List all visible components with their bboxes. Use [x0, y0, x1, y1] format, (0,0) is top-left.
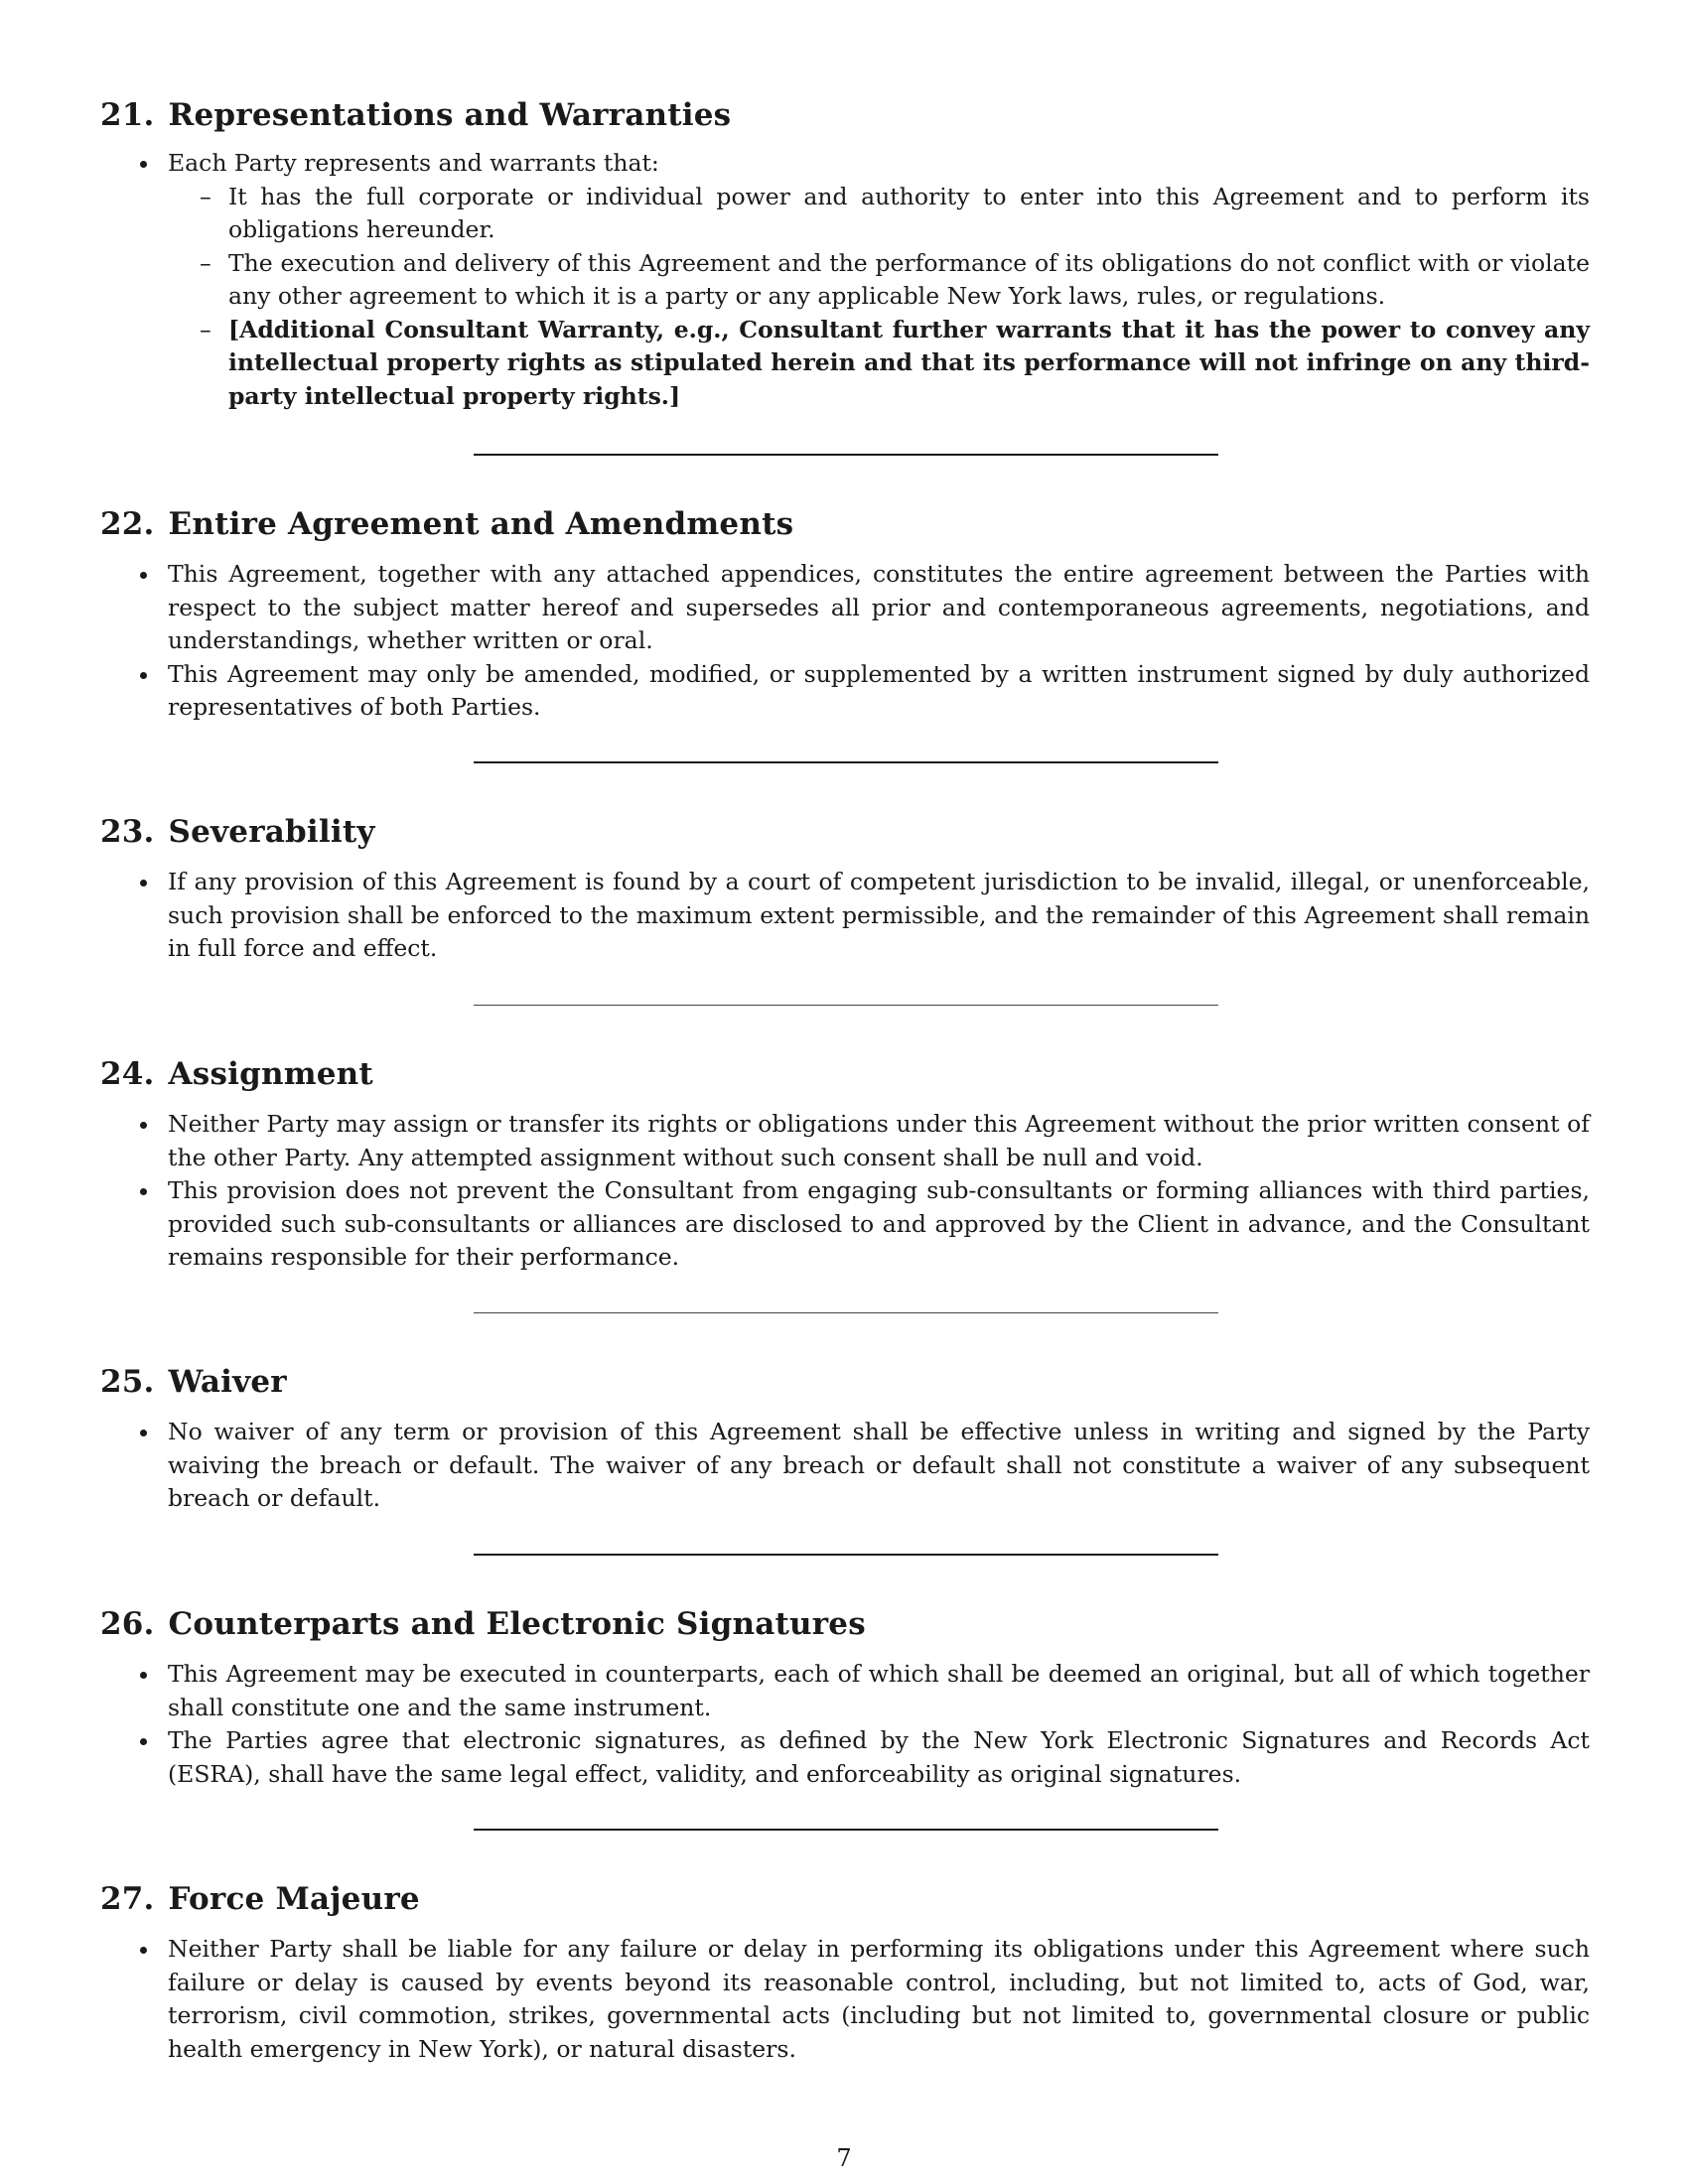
section-heading	[100, 95, 1590, 135]
bullet-icon	[140, 1672, 147, 1679]
bullet-icon	[140, 1947, 147, 1954]
section-number: 24.	[100, 1056, 155, 1092]
list-item-text: Each Party represents and warrants that:	[168, 149, 659, 177]
list-item-text: This Agreement may only be amended, modified, or supplemented by a written instrument signed by duly authorized representatives of both Parties.	[168, 659, 1590, 721]
list-item	[100, 1933, 1590, 2066]
section-number: 23.	[100, 814, 155, 850]
section-22	[100, 504, 1590, 725]
section-title: Assignment	[168, 1056, 373, 1092]
list-item	[100, 866, 1590, 966]
section-title: Counterparts and Electronic Signatures	[168, 1606, 866, 1642]
list-item	[100, 1108, 1590, 1174]
section-heading	[100, 1604, 1590, 1644]
bullet-list	[100, 1416, 1590, 1516]
section-number: 25.	[100, 1364, 155, 1400]
bullet-icon	[140, 1122, 147, 1129]
section-24	[100, 1054, 1590, 1275]
sub-list-item-text: [Additional Consultant Warranty, e.g., Consultant further warrants that it has the power to convey any intellectual property rights as stipulated herein and that its performance will not infringe on any third-party intellectual property rights.]	[228, 315, 1590, 410]
list-item-text: Neither Party shall be liable for any failure or delay in performing its obligations under this Agreement where such failure or delay is caused by events beyond its reasonable control, including, but not limited to, acts of God, war, terrorism, civil commotion, strikes, governmental acts (including but not limited to, governmental closure or public health emergency in New York), or natural disasters.	[168, 1935, 1590, 2063]
section-divider	[474, 1554, 1218, 1556]
section-number: 26.	[100, 1606, 155, 1642]
dash-icon: –	[200, 315, 211, 343]
section-title: Force Majeure	[168, 1881, 420, 1917]
list-item-text: This Agreement, together with any attached appendices, constitutes the entire agreement between the Parties with respect to the subject matter hereof and supersedes all prior and contemporaneous agreements, negotiations, and understandings, whether written or oral.	[168, 560, 1590, 654]
section-heading	[100, 812, 1590, 852]
section-title: Representations and Warranties	[168, 97, 732, 133]
section-26	[100, 1604, 1590, 1791]
section-25	[100, 1362, 1590, 1516]
sub-list-item	[168, 181, 1590, 247]
section-divider	[474, 454, 1218, 456]
list-item	[100, 1724, 1590, 1791]
section-number: 21.	[100, 97, 155, 133]
section-27	[100, 1879, 1590, 2066]
section-number: 27.	[100, 1881, 155, 1917]
sub-list	[168, 181, 1590, 414]
section-divider	[474, 1312, 1218, 1313]
bullet-list	[100, 1658, 1590, 1791]
bullet-list	[100, 866, 1590, 966]
section-number: 22.	[100, 506, 155, 542]
section-heading	[100, 1362, 1590, 1402]
section-heading	[100, 1879, 1590, 1919]
bullet-icon	[140, 161, 147, 168]
list-item-text: Neither Party may assign or transfer its rights or obligations under this Agreement without the prior written consent of the other Party. Any attempted assignment without such consent shall be null and void.	[168, 1110, 1590, 1171]
bullet-icon	[140, 1188, 147, 1195]
sub-list-item-text: It has the full corporate or individual power and authority to enter into this Agreement and to perform its obligations hereunder.	[228, 182, 1590, 243]
bullet-list	[100, 1108, 1590, 1275]
page-number: 7	[836, 2144, 852, 2172]
section-divider	[474, 1005, 1218, 1006]
list-item-text: This Agreement may be executed in counterparts, each of which shall be deemed an original, but all of which together shall constitute one and the same instrument.	[168, 1660, 1590, 1721]
list-item	[100, 1658, 1590, 1724]
list-item	[100, 1416, 1590, 1516]
list-item	[100, 147, 1590, 413]
section-heading	[100, 504, 1590, 544]
section-divider	[474, 1829, 1218, 1831]
bullet-icon	[140, 880, 147, 887]
list-item-text: This provision does not prevent the Consultant from engaging sub-consultants or forming alliances with third parties, provided such sub-consultants or alliances are disclosed to and approved by the Client in advance, and the Consultant remains responsible for their performance.	[168, 1176, 1590, 1271]
sub-list-item	[168, 314, 1590, 414]
section-divider	[474, 761, 1218, 763]
list-item-text: The Parties agree that electronic signatures, as defined by the New York Electronic Signatures and Records Act (ESRA), shall have the same legal effect, validity, and enforceability as original signatures.	[168, 1726, 1590, 1788]
section-heading	[100, 1054, 1590, 1094]
bullet-icon	[140, 1738, 147, 1745]
dash-icon: –	[200, 182, 211, 210]
list-item	[100, 558, 1590, 658]
sub-list-item	[168, 247, 1590, 314]
section-21	[100, 95, 1590, 413]
bullet-icon	[140, 1430, 147, 1436]
bullet-list	[100, 558, 1590, 725]
section-title: Waiver	[168, 1364, 287, 1400]
list-item-text: If any provision of this Agreement is found by a court of competent jurisdiction to be invalid, illegal, or unenforceable, such provision shall be enforced to the maximum extent permissible, and the remainder of this Agreement shall remain in full force and effect.	[168, 868, 1590, 962]
list-item	[100, 1174, 1590, 1275]
sub-list-item-text: The execution and delivery of this Agreement and the performance of its obligations do not conflict with or violate any other agreement to which it is a party or any applicable New York laws, rules, or regulations.	[228, 248, 1590, 310]
list-item	[100, 658, 1590, 725]
bullet-icon	[140, 572, 147, 579]
section-title: Severability	[168, 814, 375, 850]
list-item-text: No waiver of any term or provision of this Agreement shall be effective unless in writing and signed by the Party waiving the breach or default. The waiver of any breach or default shall not constitute a waiver of any subsequent breach or default.	[168, 1418, 1590, 1512]
bullet-list	[100, 1933, 1590, 2066]
bullet-icon	[140, 672, 147, 679]
bullet-list	[100, 147, 1590, 413]
section-title: Entire Agreement and Amendments	[168, 506, 794, 542]
dash-icon: –	[200, 248, 211, 277]
section-23	[100, 812, 1590, 966]
